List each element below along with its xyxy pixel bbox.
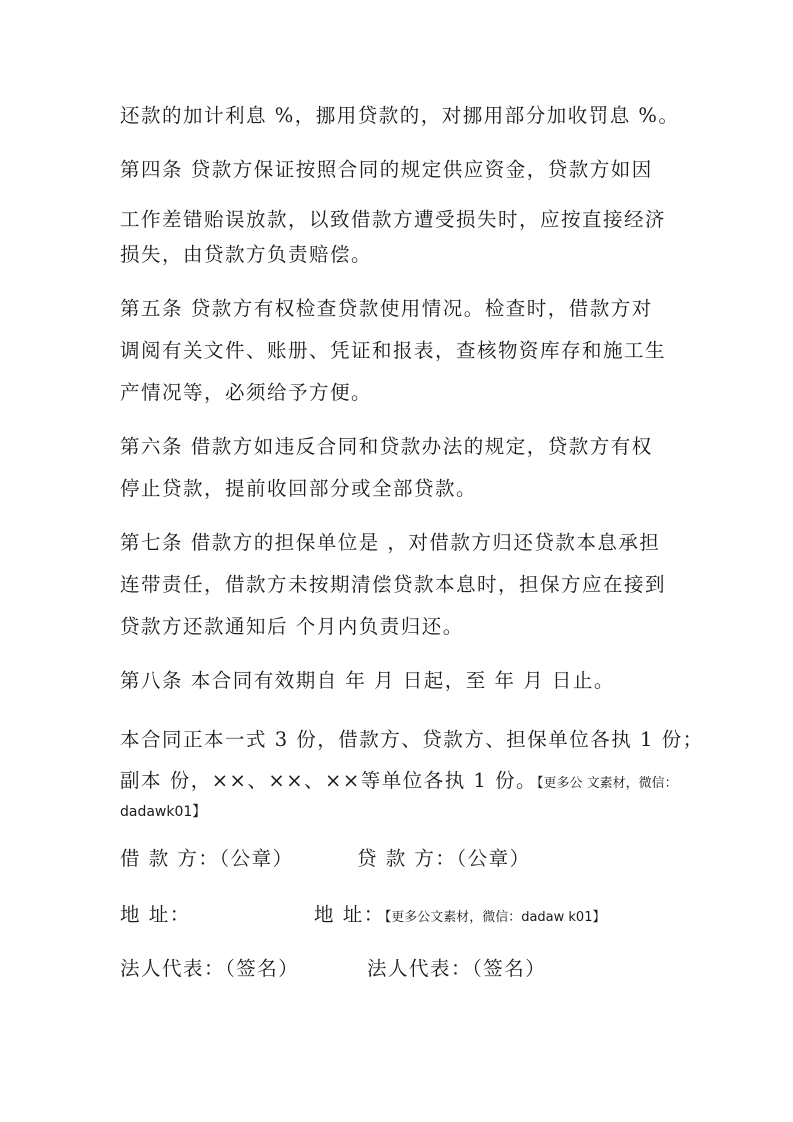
- paragraph-line: 还款的加计利息 %，挪用贷款的，对挪用部分加收罚息 %。: [120, 104, 680, 127]
- paragraph-line: 本合同正本一式 3 份，借款方、贷款方、担保单位各执 1 份；: [120, 728, 704, 751]
- paragraph-line: 停止贷款，提前收回部分或全部贷款。: [120, 477, 478, 500]
- paragraph-line: 第八条 本合同有效期自 年 月 日起，至 年 月 日止。: [120, 669, 615, 692]
- address-right: [314, 905, 605, 925]
- legal-rep-right-label: 法人代表：（签名）: [367, 957, 547, 980]
- paragraph-line: 产情况等，必须给予方便。: [120, 381, 373, 404]
- paragraph-line: 损失，由贷款方负责赔偿。: [120, 243, 373, 266]
- copies-line-note-continued: dadawk01】: [120, 804, 207, 820]
- paragraph-line: 第六条 借款方如违反合同和贷款办法的规定，贷款方有权: [120, 435, 653, 458]
- borrower-signature-label: 借 款 方：（公章）: [120, 847, 294, 870]
- address-right-label: 地 址：: [314, 903, 385, 926]
- paragraph-line: 工作差错贻误放款，以致借款方遭受损失时，应按直接经济: [120, 208, 667, 231]
- paragraph-line: 调阅有关文件、账册、凭证和报表，查核物资库存和施工生: [120, 339, 667, 362]
- address-left-label: 地 址：: [120, 903, 191, 926]
- paragraph-line: 连带责任，借款方未按期清偿贷款本息时，担保方应在接到: [120, 573, 667, 596]
- legal-rep-left-label: 法人代表：（签名）: [120, 957, 300, 980]
- paragraph-line: 贷款方还款通知后 个月内负责归还。: [120, 615, 464, 638]
- copies-line-main: 副本 份，××、××、××等单位各执 1 份。: [120, 769, 538, 792]
- lender-signature-label: 贷 款 方：（公章）: [357, 847, 531, 870]
- paragraph-line: 第四条 贷款方保证按照合同的规定供应资金，贷款方如因: [120, 158, 653, 181]
- paragraph-line: 第七条 借款方的担保单位是 ，对借款方归还贷款本息承担: [120, 531, 661, 554]
- paragraph-line: 第五条 贷款方有权检查贷款使用情况。检查时，借款方对: [120, 297, 653, 320]
- address-right-note: 【更多公文素材，微信：dadaw k01】: [384, 910, 606, 925]
- copies-line: [120, 771, 678, 791]
- copies-line-note: 【更多公 文素材，微信：: [537, 776, 678, 791]
